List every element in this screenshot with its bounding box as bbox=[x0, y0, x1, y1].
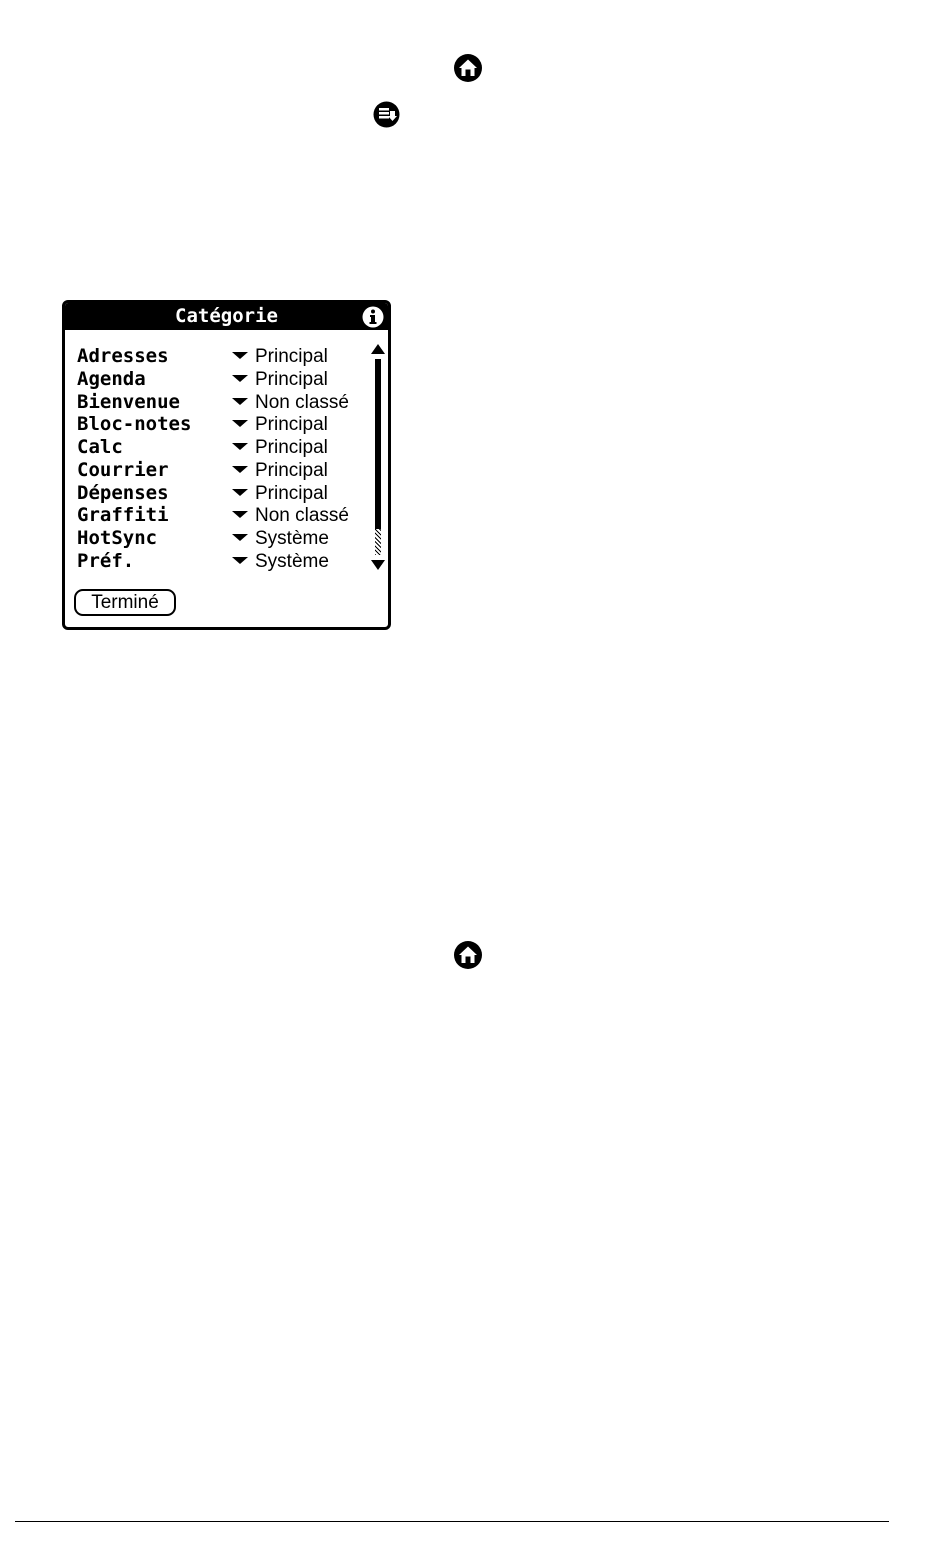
footer-divider bbox=[15, 1521, 889, 1522]
list-item bbox=[77, 345, 367, 368]
list-item bbox=[77, 482, 367, 505]
app-name: Courrier bbox=[77, 459, 169, 481]
category-value: Principal bbox=[255, 414, 328, 435]
done-button[interactable]: Terminé bbox=[74, 589, 176, 616]
dropdown-arrow-icon bbox=[232, 511, 248, 518]
list-item bbox=[77, 527, 367, 550]
dropdown-arrow-icon bbox=[232, 466, 248, 473]
list-item bbox=[77, 504, 367, 527]
scrollbar[interactable] bbox=[370, 343, 386, 573]
dropdown-arrow-icon bbox=[232, 557, 248, 564]
app-name: Bloc-notes bbox=[77, 413, 192, 435]
category-value: Principal bbox=[255, 369, 328, 390]
dialog-titlebar bbox=[65, 303, 388, 330]
app-name: Bienvenue bbox=[77, 391, 180, 413]
category-value: Système bbox=[255, 551, 329, 572]
list-item bbox=[77, 436, 367, 459]
list-item bbox=[77, 391, 367, 414]
category-value: Principal bbox=[255, 346, 328, 367]
app-name: Dépenses bbox=[77, 482, 169, 504]
dropdown-arrow-icon bbox=[232, 352, 248, 359]
home-icon bbox=[453, 53, 483, 83]
category-dialog bbox=[62, 300, 391, 630]
scroll-track[interactable] bbox=[375, 359, 381, 555]
list-item bbox=[77, 550, 367, 573]
app-name: Calc bbox=[77, 436, 123, 458]
category-value: Non classé bbox=[255, 505, 349, 526]
info-icon[interactable] bbox=[362, 306, 384, 328]
scroll-up-arrow-icon[interactable] bbox=[370, 343, 386, 357]
app-name: Agenda bbox=[77, 368, 146, 390]
category-value: Système bbox=[255, 528, 329, 549]
dropdown-arrow-icon bbox=[232, 420, 248, 427]
dropdown-arrow-icon bbox=[232, 398, 248, 405]
scroll-down-arrow-icon[interactable] bbox=[370, 557, 386, 571]
list-item bbox=[77, 459, 367, 482]
category-value: Non classé bbox=[255, 392, 349, 413]
dropdown-arrow-icon bbox=[232, 375, 248, 382]
list-item bbox=[77, 368, 367, 391]
category-value: Principal bbox=[255, 437, 328, 458]
menu-icon bbox=[373, 101, 400, 128]
category-value: Principal bbox=[255, 483, 328, 504]
app-name: Graffiti bbox=[77, 504, 169, 526]
dropdown-arrow-icon bbox=[232, 489, 248, 496]
app-name: HotSync bbox=[77, 527, 158, 549]
scroll-track-remainder bbox=[375, 529, 381, 555]
dropdown-arrow-icon bbox=[232, 534, 248, 541]
category-value: Principal bbox=[255, 460, 328, 481]
dialog-title: Catégorie bbox=[175, 305, 278, 327]
dropdown-arrow-icon bbox=[232, 443, 248, 450]
scroll-thumb[interactable] bbox=[375, 359, 381, 529]
home-icon bbox=[453, 940, 483, 970]
list-item bbox=[77, 413, 367, 436]
app-name: Adresses bbox=[77, 345, 169, 367]
app-name: Préf. bbox=[77, 550, 135, 572]
